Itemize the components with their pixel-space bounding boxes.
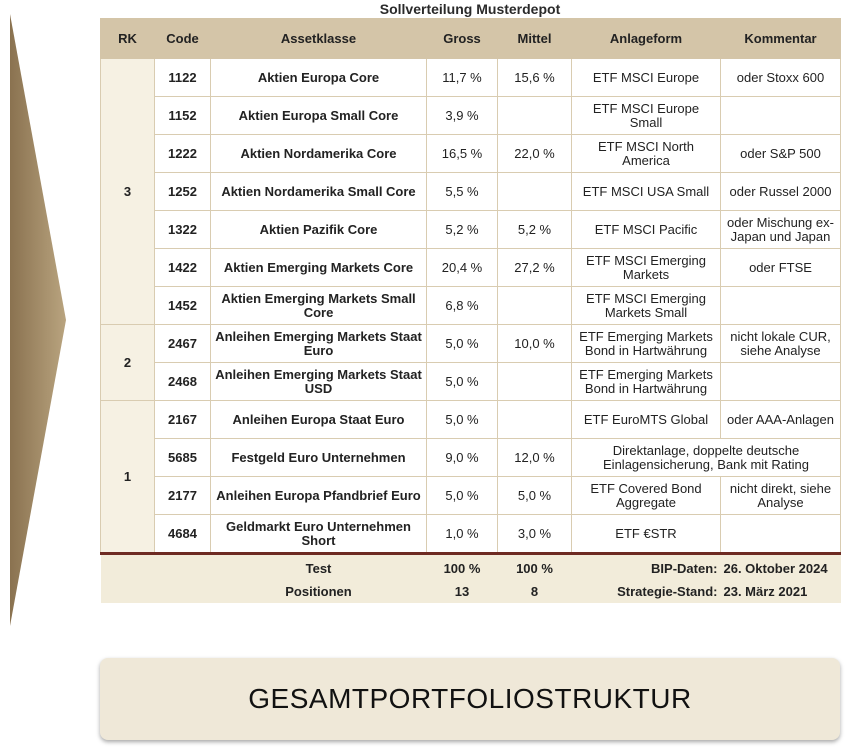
footer-bip-label: BIP-Daten:	[572, 554, 721, 581]
comment-cell: oder Mischung ex-Japan und Japan	[721, 211, 841, 249]
risk-class-cell: 1	[101, 401, 155, 554]
allocation-table	[100, 18, 841, 603]
gross-cell: 6,8 %	[427, 287, 498, 325]
code-cell: 4684	[155, 515, 211, 554]
asset-class-cell: Anleihen Europa Pfandbrief Euro	[211, 477, 427, 515]
code-cell: 1322	[155, 211, 211, 249]
risk-class-cell: 3	[101, 59, 155, 325]
comment-cell: nicht direkt, siehe Analyse	[721, 477, 841, 515]
comment-cell: oder FTSE	[721, 249, 841, 287]
code-cell: 1452	[155, 287, 211, 325]
asset-class-cell: Aktien Nordamerika Core	[211, 135, 427, 173]
asset-class-cell: Geldmarkt Euro Unternehmen Short	[211, 515, 427, 554]
header-asset: Assetklasse	[211, 19, 427, 59]
investment-form-cell: ETF Covered Bond Aggregate	[572, 477, 721, 515]
header-comment: Kommentar	[721, 19, 841, 59]
mittel-cell: 3,0 %	[498, 515, 572, 554]
gross-cell: 5,0 %	[427, 477, 498, 515]
code-cell: 2467	[155, 325, 211, 363]
investment-form-cell: ETF MSCI Europe Small	[572, 97, 721, 135]
investment-form-cell: ETF MSCI Europe	[572, 59, 721, 97]
gross-cell: 16,5 %	[427, 135, 498, 173]
investment-form-cell: ETF Emerging Markets Bond in Hartwährung	[572, 325, 721, 363]
footer-pos-mittel: 8	[498, 580, 572, 603]
code-cell: 1122	[155, 59, 211, 97]
footer-test-gross: 100 %	[427, 554, 498, 581]
risk-class-cell: 2	[101, 325, 155, 401]
header-form: Anlageform	[572, 19, 721, 59]
footer-pos-gross: 13	[427, 580, 498, 603]
portfolio-structure-label: GESAMTPORTFOLIOSTRUKTUR	[248, 683, 692, 714]
chevron-arrow-icon	[10, 14, 66, 626]
footer-test-mittel: 100 %	[498, 554, 572, 581]
table-row	[101, 477, 841, 515]
asset-class-cell: Anleihen Emerging Markets Staat USD	[211, 363, 427, 401]
comment-cell	[721, 287, 841, 325]
gross-cell: 11,7 %	[427, 59, 498, 97]
code-cell: 5685	[155, 439, 211, 477]
asset-class-cell: Aktien Europa Small Core	[211, 97, 427, 135]
footer-pos-label: Positionen	[211, 580, 427, 603]
mittel-cell	[498, 97, 572, 135]
investment-form-cell: ETF Emerging Markets Bond in Hartwährung	[572, 363, 721, 401]
code-cell: 2177	[155, 477, 211, 515]
table-row	[101, 249, 841, 287]
investment-form-cell: ETF MSCI Emerging Markets	[572, 249, 721, 287]
gross-cell: 5,5 %	[427, 173, 498, 211]
comment-cell: oder S&P 500	[721, 135, 841, 173]
table-row	[101, 363, 841, 401]
table-row	[101, 173, 841, 211]
header-gross: Gross	[427, 19, 498, 59]
asset-class-cell: Aktien Pazifik Core	[211, 211, 427, 249]
footer-bip-value: 26. Oktober 2024	[721, 554, 841, 581]
code-cell: 2167	[155, 401, 211, 439]
gross-cell: 20,4 %	[427, 249, 498, 287]
table-row	[101, 401, 841, 439]
comment-cell: oder Russel 2000	[721, 173, 841, 211]
mittel-cell	[498, 287, 572, 325]
gross-cell: 3,9 %	[427, 97, 498, 135]
comment-cell	[721, 515, 841, 554]
table-title: Sollverteilung Musterdepot	[379, 1, 561, 17]
gross-cell: 5,0 %	[427, 401, 498, 439]
gross-cell: 5,2 %	[427, 211, 498, 249]
table-row	[101, 515, 841, 554]
investment-form-cell: ETF EuroMTS Global	[572, 401, 721, 439]
comment-cell: oder Stoxx 600	[721, 59, 841, 97]
footer-strat-value: 23. März 2021	[721, 580, 841, 603]
table-row	[101, 135, 841, 173]
investment-form-cell: ETF MSCI Emerging Markets Small	[572, 287, 721, 325]
header-code: Code	[155, 19, 211, 59]
code-cell: 2468	[155, 363, 211, 401]
investment-form-cell: ETF €STR	[572, 515, 721, 554]
comment-cell	[721, 97, 841, 135]
table-row	[101, 439, 841, 477]
footer-row-positions	[101, 580, 841, 603]
asset-class-cell: Aktien Emerging Markets Small Core	[211, 287, 427, 325]
gross-cell: 9,0 %	[427, 439, 498, 477]
table-row	[101, 59, 841, 97]
mittel-cell: 22,0 %	[498, 135, 572, 173]
code-cell: 1152	[155, 97, 211, 135]
comment-cell	[721, 363, 841, 401]
header-rk: RK	[101, 19, 155, 59]
code-cell: 1422	[155, 249, 211, 287]
mittel-cell: 27,2 %	[498, 249, 572, 287]
comment-cell: nicht lokale CUR, siehe Analyse	[721, 325, 841, 363]
footer-strat-label: Strategie-Stand:	[572, 580, 721, 603]
footer-test-label: Test	[211, 554, 427, 581]
gross-cell: 5,0 %	[427, 325, 498, 363]
mittel-cell	[498, 173, 572, 211]
mittel-cell: 5,0 %	[498, 477, 572, 515]
table-body	[101, 59, 841, 554]
asset-class-cell: Aktien Nordamerika Small Core	[211, 173, 427, 211]
code-cell: 1252	[155, 173, 211, 211]
mittel-cell	[498, 401, 572, 439]
gross-cell: 1,0 %	[427, 515, 498, 554]
asset-class-cell: Festgeld Euro Unternehmen	[211, 439, 427, 477]
portfolio-structure-box[interactable]	[100, 658, 840, 740]
mittel-cell: 5,2 %	[498, 211, 572, 249]
asset-class-cell: Anleihen Emerging Markets Staat Euro	[211, 325, 427, 363]
mittel-cell: 10,0 %	[498, 325, 572, 363]
asset-class-cell: Aktien Europa Core	[211, 59, 427, 97]
mittel-cell: 12,0 %	[498, 439, 572, 477]
table-row	[101, 287, 841, 325]
investment-form-cell: Direktanlage, doppelte deutsche Einlagensicherung, Bank mit Rating	[572, 439, 841, 477]
mittel-cell	[498, 363, 572, 401]
gross-cell: 5,0 %	[427, 363, 498, 401]
comment-cell: oder AAA-Anlagen	[721, 401, 841, 439]
header-mittel: Mittel	[498, 19, 572, 59]
mittel-cell: 15,6 %	[498, 59, 572, 97]
header-row	[101, 19, 841, 59]
table-row	[101, 211, 841, 249]
asset-class-cell: Anleihen Europa Staat Euro	[211, 401, 427, 439]
code-cell: 1222	[155, 135, 211, 173]
footer-row-test	[101, 554, 841, 581]
investment-form-cell: ETF MSCI USA Small	[572, 173, 721, 211]
asset-class-cell: Aktien Emerging Markets Core	[211, 249, 427, 287]
investment-form-cell: ETF MSCI North America	[572, 135, 721, 173]
table-row	[101, 325, 841, 363]
investment-form-cell: ETF MSCI Pacific	[572, 211, 721, 249]
table-row	[101, 97, 841, 135]
